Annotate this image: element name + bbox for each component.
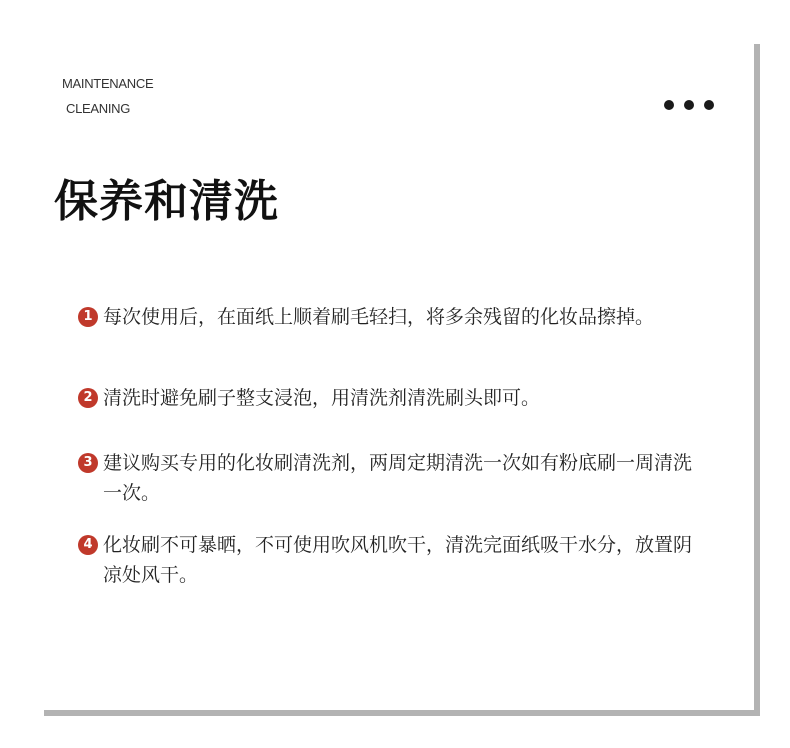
eyebrow-maintenance: MAINTENANCE — [62, 76, 154, 91]
care-item-text: 每次使用后，在面纸上顺着刷毛轻扫，将多余残留的化妆品擦掉。 — [103, 306, 655, 328]
page-title: 保养和清洗 — [54, 176, 279, 227]
dot — [664, 100, 674, 110]
card-shadow-bottom — [44, 710, 760, 716]
care-item-1 — [78, 302, 703, 332]
card-shadow-right — [754, 44, 760, 716]
care-item-4 — [78, 530, 703, 590]
care-item-text: 清洗时避免刷子整支浸泡，用清洗剂清洗刷头即可。 — [103, 387, 541, 409]
step-number-badge: 3 — [78, 453, 98, 473]
more-dots-icon — [664, 100, 714, 110]
dot — [684, 100, 694, 110]
care-item-text: 建议购买专用的化妆刷清洗剂，两周定期清洗一次如有粉底刷一周清洗一次。 — [103, 452, 693, 504]
care-item-text: 化妆刷不可暴晒，不可使用吹风机吹干，清洗完面纸吸干水分，放置阴凉处风干。 — [103, 534, 693, 586]
eyebrow-cleaning: CLEANING — [66, 101, 131, 116]
care-item-2 — [78, 383, 703, 413]
care-item-3 — [78, 448, 703, 508]
step-number-badge: 4 — [78, 535, 98, 555]
step-number-badge: 2 — [78, 388, 98, 408]
step-number-badge: 1 — [78, 307, 98, 327]
dot — [704, 100, 714, 110]
